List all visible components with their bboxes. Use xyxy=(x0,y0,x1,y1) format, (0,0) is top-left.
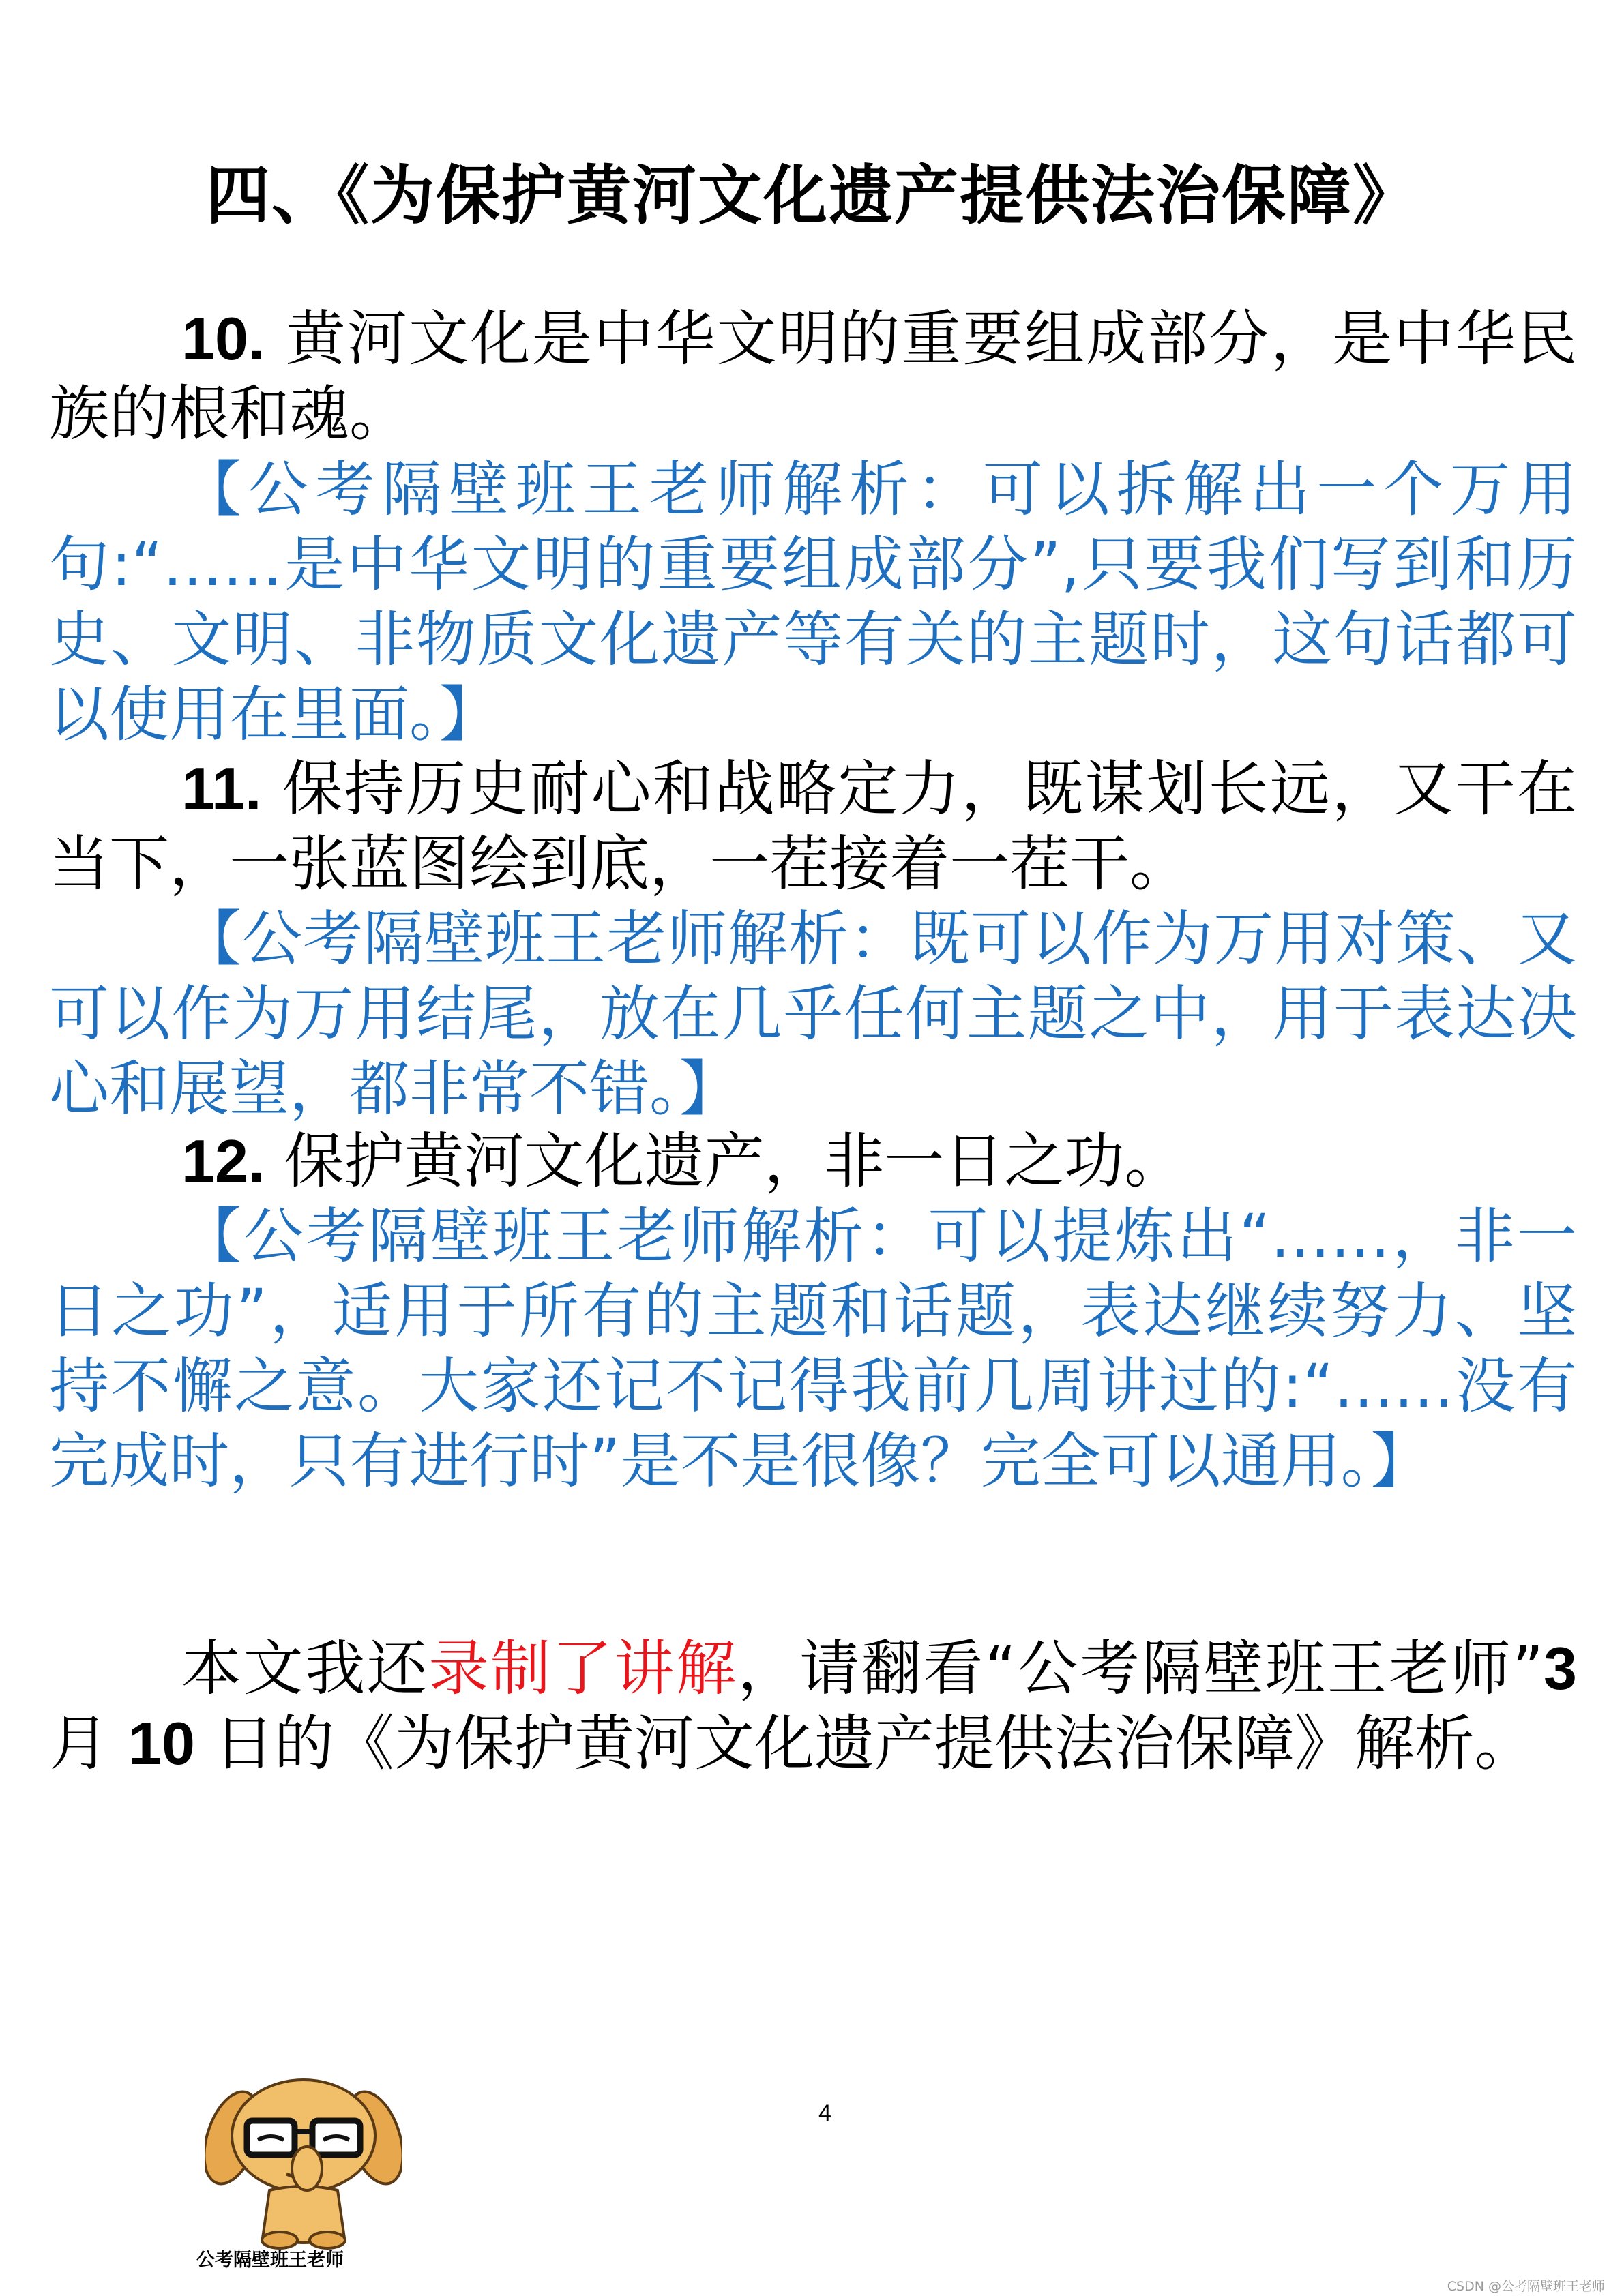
item-12-analysis: 【公考隔壁班王老师解析：可以提炼出“……，非一日之功”，适用于所有的主题和话题，表达继续努力、坚持不懈之意。大家还记不记得我前几周讲过的:“……没有完成时，只有进行时”是不是很像？完全可以通用。】 xyxy=(49,1201,1577,1496)
item-10-body: 黄河文化是中华文明的重要组成部分，是中华民族的根和魂。 xyxy=(49,303,1577,449)
closing-note-day: 10 xyxy=(128,1710,195,1777)
cartoon-dog-with-glasses-icon xyxy=(205,2073,402,2250)
item-11-number: 11. xyxy=(181,755,262,822)
item-10-number: 10. xyxy=(181,305,265,372)
item-11-analysis: 【公考隔壁班王老师解析：既可以作为万用对策、又可以作为万用结尾，放在几乎任何主题之中，用于表达决心和展望，都非常不错。】 xyxy=(49,904,1577,1124)
item-11-text xyxy=(49,751,1577,901)
closing-note-after-1: ，请翻看“公考隔壁班王老师” xyxy=(737,1633,1544,1703)
item-12-body: 保护黄河文化遗产，非一日之功。 xyxy=(284,1126,1185,1196)
item-12-text xyxy=(49,1124,1577,1199)
closing-note xyxy=(49,1631,1577,1781)
closing-note-after-3: 日的《为保护黄河文化遗产提供法治保障》解析。 xyxy=(213,1708,1535,1778)
page-number: 4 xyxy=(818,2100,831,2126)
item-11-body: 保持历史耐心和战略定力，既谋划长远，又干在当下，一张蓝图绘到底，一茬接着一茬干。 xyxy=(49,754,1577,899)
item-10-text xyxy=(49,301,1577,451)
logo-caption: 公考隔壁班王老师 xyxy=(196,2250,344,2271)
item-10-analysis: 【公考隔壁班王老师解析：可以拆解出一个万用句:“……是中华文明的重要组成部分”,只要我们写到和历史、文明、非物质文化遗产等有关的主题时，这句话都可以使用在里面。】 xyxy=(49,454,1577,749)
closing-note-month: 3 xyxy=(1544,1635,1577,1702)
page-title: 四、《为保护黄河文化遗产提供法治保障》 xyxy=(205,158,1418,233)
closing-note-highlight: 录制了讲解 xyxy=(428,1633,738,1703)
closing-note-before: 本文我还 xyxy=(181,1633,429,1703)
item-12-number: 12. xyxy=(181,1127,265,1195)
closing-note-after-2: 月 xyxy=(49,1708,110,1778)
csdn-watermark: CSDN @公考隔壁班王老师 xyxy=(1447,2279,1605,2294)
